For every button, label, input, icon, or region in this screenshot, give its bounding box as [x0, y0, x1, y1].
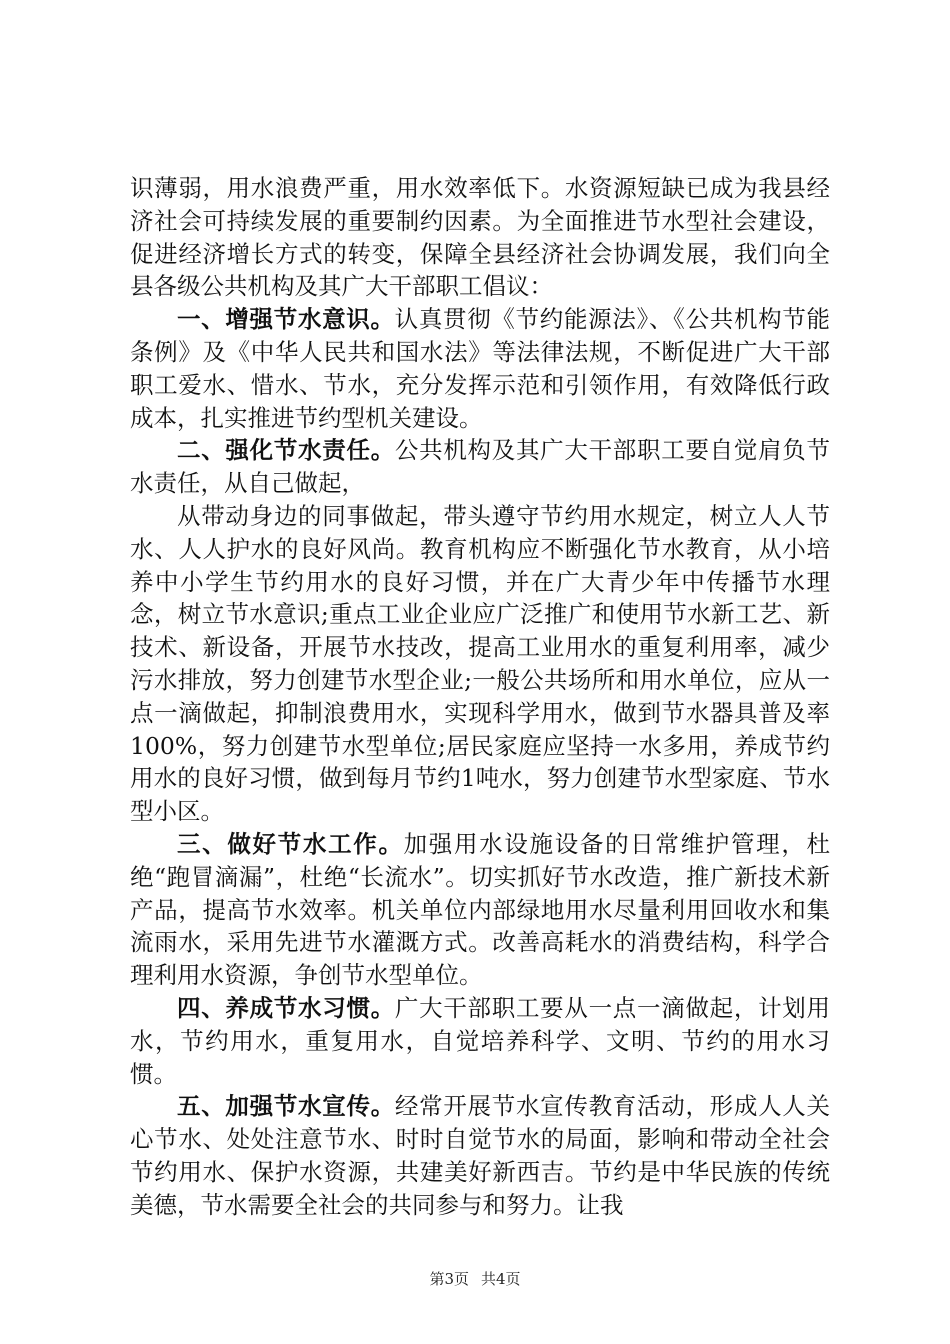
- paragraph-text: 广大干部职工要从一点一滴做起，计划用水，节约用水，重复用水，自觉培养科学、文明、节约的用水习惯。: [130, 993, 831, 1088]
- document-body: [130, 172, 830, 1222]
- paragraph-text: 加强用水设施设备的日常维护管理，杜绝“跑冒滴漏”，杜绝“长流水”。切实抓好节水改造，推广新技术新产品，提高节水效率。机关单位内部绿地用水尽量利用回收水和集流雨水，采用先进节水灌溉方式。改善高耗水的消费结构，科学合理利用水资源，争创节水型单位。: [130, 829, 831, 990]
- paragraph-section-4: [130, 992, 830, 1090]
- paragraph-section-2-continued: [130, 500, 830, 828]
- paragraph-section-3: [130, 828, 830, 992]
- section-heading: 五、加强节水宣传。: [177, 1092, 395, 1121]
- section-heading: 一、增强节水意识。: [177, 305, 395, 334]
- paragraph-text: 从带动身边的同事做起，带头遵守节约用水规定，树立人人节水、人人护水的良好风尚。教育机构应不断强化节水教育，从小培养中小学生节约用水的良好习惯，并在广大青少年中传播节水理念，树立节水意识;重点工业企业应广泛推广和使用节水新工艺、新技术、新设备，开展节水技改，提高工业用水的重复利用率，减少污水排放，努力创建节水型企业;一般公共场所和用水单位，应从一点一滴做起，抑制浪费用水，实现科学用水，做到节水器具普及率100%，努力创建节水型单位;居民家庭应坚持一水多用，养成节约用水的良好习惯，做到每月节约1吨水，努力创建节水型家庭、节水型小区。: [130, 501, 830, 826]
- paragraph-text: 认真贯彻《节约能源法》、《公共机构节能条例》及《中华人民共和国水法》等法律法规，不断促进广大干部职工爱水、惜水、节水，充分发挥示范和引领作用，有效降低行政成本，扎实推进节约型机关建设。: [130, 305, 831, 432]
- paragraph-section-2: [130, 434, 830, 500]
- paragraph-section-1: [130, 303, 830, 434]
- paragraph-text: 识薄弱，用水浪费严重，用水效率低下。水资源短缺已成为我县经济社会可持续发展的重要制约因素。为全面推进节水型社会建设，促进经济增长方式的转变，保障全县经济社会协调发展，我们向全县各级公共机构及其广大干部职工倡议：: [130, 174, 830, 301]
- section-heading: 三、做好节水工作。: [177, 829, 404, 858]
- section-heading: 四、养成节水习惯。: [177, 993, 395, 1022]
- paragraph-text: 经常开展节水宣传教育活动，形成人人关心节水、处处注意节水、时时自觉节水的局面，影响和带动全社会节约用水、保护水资源，共建美好新西吉。节约是中华民族的传统美德，节水需要全社会的共同参与和努力。让我: [130, 1092, 831, 1219]
- page-number: 第3页: [429, 1270, 469, 1288]
- page-footer: [0, 1269, 950, 1289]
- paragraph-intro: [130, 172, 830, 303]
- paragraph-section-5: [130, 1090, 830, 1221]
- page-total: 共4页: [481, 1270, 521, 1288]
- section-heading: 二、强化节水责任。: [177, 436, 395, 465]
- paragraph-text: 公共机构及其广大干部职工要自觉肩负节水责任，从自己做起，: [130, 436, 831, 498]
